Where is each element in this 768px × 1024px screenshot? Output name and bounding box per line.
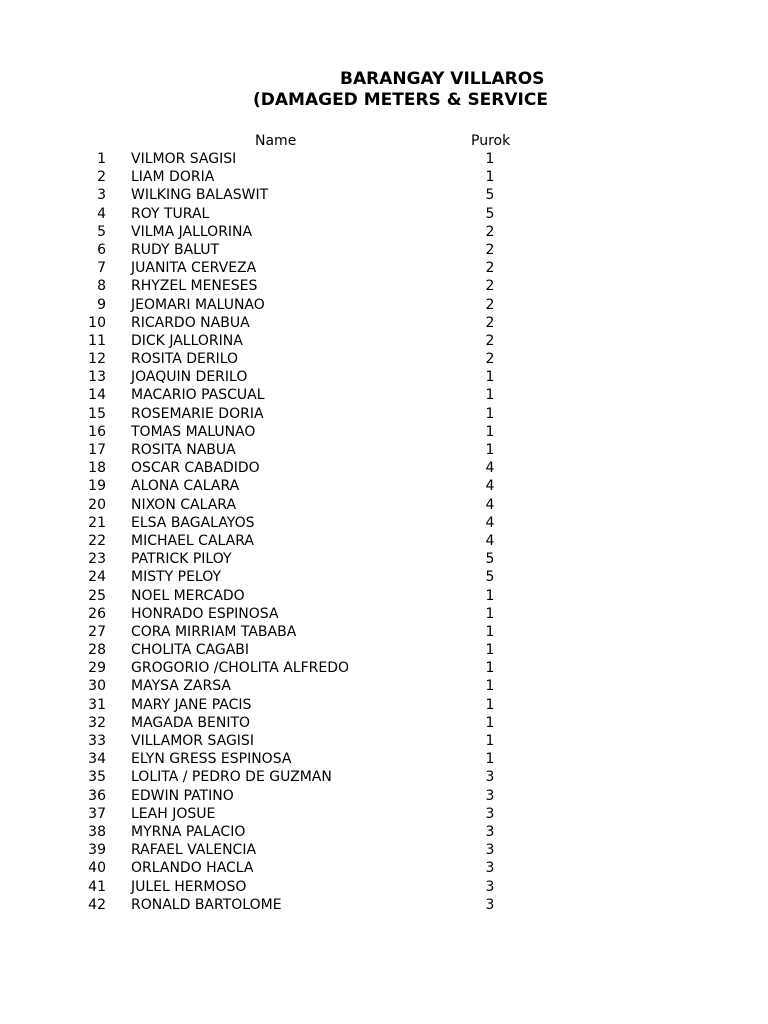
row-purok: 1	[485, 369, 495, 386]
row-number: 11	[88, 332, 106, 349]
row-number: 40	[88, 860, 106, 877]
row-name: MARY JANE PACIS	[131, 696, 252, 713]
row-number: 12	[88, 351, 106, 368]
table-row	[0, 787, 768, 805]
table-row	[0, 605, 768, 623]
row-purok: 1	[485, 587, 495, 604]
row-purok: 1	[485, 678, 495, 695]
row-number: 19	[88, 478, 106, 495]
row-purok: 2	[485, 332, 495, 349]
row-number: 34	[88, 751, 106, 768]
table-row	[0, 205, 768, 223]
table-row	[0, 568, 768, 586]
row-number: 17	[88, 442, 106, 458]
row-name: RICARDO NABUA	[131, 314, 250, 331]
row-purok: 3	[485, 769, 495, 786]
document-subtitle: (DAMAGED METERS & SERVICE	[253, 90, 548, 110]
row-name: NIXON CALARA	[131, 496, 237, 513]
row-name: RONALD BARTOLOME	[131, 896, 282, 913]
row-name: MISTY PELOY	[131, 569, 222, 586]
table-row	[0, 696, 768, 714]
row-number: 13	[88, 369, 106, 386]
row-purok: 1	[485, 169, 495, 186]
row-number: 36	[88, 787, 106, 804]
row-name: RUDY BALUT	[131, 241, 220, 258]
table-row	[0, 259, 768, 277]
row-number: 6	[97, 241, 106, 258]
table-row	[0, 532, 768, 550]
row-number: 39	[88, 842, 106, 859]
row-name: CHOLITA CAGABI	[131, 642, 250, 659]
row-number: 29	[88, 660, 106, 677]
document-header	[0, 68, 563, 114]
row-name: LIAM DORIA	[131, 169, 215, 186]
row-number: 24	[88, 569, 106, 586]
table-row	[0, 296, 768, 314]
row-name: ROY TURAL	[131, 205, 210, 222]
table-row	[0, 496, 768, 514]
row-name: MICHAEL CALARA	[131, 532, 254, 549]
row-purok: 4	[485, 532, 495, 549]
row-name: CORA MIRRIAM TABABA	[131, 623, 297, 640]
table-row	[0, 878, 768, 896]
row-name: LOLITA / PEDRO DE GUZMAN	[131, 769, 332, 786]
row-name: WILKING BALASWIT	[131, 187, 269, 204]
table-row	[0, 823, 768, 841]
table-row	[0, 805, 768, 823]
row-number: 42	[88, 896, 106, 913]
row-number: 38	[88, 823, 106, 840]
row-number: 8	[97, 278, 106, 295]
row-name: VILMOR SAGISI	[131, 151, 237, 167]
table-row	[0, 186, 768, 204]
row-number: 37	[88, 805, 106, 822]
row-purok: 1	[485, 751, 495, 768]
table-row	[0, 405, 768, 423]
row-number: 22	[88, 532, 106, 549]
row-purok: 1	[485, 714, 495, 731]
row-number: 15	[88, 405, 106, 422]
row-name: MAGADA BENITO	[131, 714, 251, 731]
row-number: 26	[88, 605, 106, 622]
row-name: ELSA BAGALAYOS	[131, 514, 255, 531]
row-purok: 3	[485, 842, 495, 859]
row-name: GROGORIO /CHOLITA ALFREDO	[131, 660, 350, 677]
row-name: JUANITA CERVEZA	[131, 260, 257, 277]
table-row	[0, 841, 768, 859]
row-name: RHYZEL MENESES	[131, 278, 258, 295]
row-name: ROSITA DERILO	[131, 351, 239, 368]
row-purok: 1	[485, 423, 495, 440]
row-name: NOEL MERCADO	[131, 587, 245, 604]
row-purok: 1	[485, 405, 495, 422]
table-row	[0, 623, 768, 641]
row-purok: 2	[485, 223, 495, 240]
row-purok: 2	[485, 351, 495, 368]
row-name: TOMAS MALUNAO	[131, 423, 256, 440]
row-number: 28	[88, 642, 106, 659]
row-number: 25	[88, 587, 106, 604]
row-purok: 3	[485, 787, 495, 804]
row-purok: 1	[485, 696, 495, 713]
row-number: 31	[88, 696, 106, 713]
row-purok: 3	[485, 860, 495, 877]
table-row	[0, 223, 768, 241]
row-number: 2	[97, 169, 106, 186]
row-number: 30	[88, 678, 106, 695]
row-purok: 4	[485, 478, 495, 495]
row-name: MYRNA PALACIO	[131, 823, 246, 840]
column-header-name: Name	[255, 133, 297, 149]
table-row	[0, 641, 768, 659]
name-list	[0, 150, 768, 914]
row-name: LEAH JOSUE	[131, 805, 216, 822]
table-row	[0, 168, 768, 186]
row-name: JULEL HERMOSO	[131, 878, 247, 895]
table-row	[0, 550, 768, 568]
table-row	[0, 368, 768, 386]
row-number: 41	[88, 878, 106, 895]
row-number: 21	[88, 514, 106, 531]
table-row	[0, 677, 768, 695]
row-purok: 2	[485, 296, 495, 313]
row-name: VILLAMOR SAGISI	[131, 733, 254, 749]
row-name: ALONA CALARA	[131, 478, 240, 495]
row-purok: 1	[485, 642, 495, 659]
row-number: 7	[97, 260, 106, 277]
row-number: 3	[97, 187, 106, 204]
table-row	[0, 314, 768, 332]
row-number: 14	[88, 387, 106, 404]
table-row	[0, 386, 768, 404]
row-name: PATRICK PILOY	[131, 551, 232, 568]
row-number: 20	[88, 496, 106, 513]
row-name: ROSEMARIE DORIA	[131, 405, 264, 422]
row-purok: 1	[485, 623, 495, 640]
table-row	[0, 150, 768, 168]
row-purok: 3	[485, 878, 495, 895]
row-number: 4	[97, 205, 106, 222]
row-purok: 1	[485, 733, 495, 749]
table-row	[0, 477, 768, 495]
row-number: 10	[88, 314, 106, 331]
row-name: DICK JALLORINA	[131, 332, 243, 349]
row-purok: 1	[485, 151, 495, 167]
row-purok: 4	[485, 514, 495, 531]
row-purok: 2	[485, 278, 495, 295]
table-row	[0, 277, 768, 295]
row-number: 16	[88, 423, 106, 440]
row-number: 33	[88, 733, 106, 749]
table-row	[0, 423, 768, 441]
row-name: EDWIN PATINO	[131, 787, 234, 804]
column-header-purok: Purok	[471, 133, 511, 149]
table-row	[0, 659, 768, 677]
row-name: MACARIO PASCUAL	[131, 387, 265, 404]
row-purok: 5	[485, 569, 495, 586]
row-purok: 5	[485, 187, 495, 204]
row-name: ELYN GRESS ESPINOSA	[131, 751, 292, 768]
row-name: RAFAEL VALENCIA	[131, 842, 257, 859]
row-number: 27	[88, 623, 106, 640]
row-number: 9	[97, 296, 106, 313]
row-purok: 1	[485, 442, 495, 458]
row-name: VILMA JALLORINA	[131, 223, 253, 240]
row-purok: 1	[485, 660, 495, 677]
row-purok: 5	[485, 205, 495, 222]
row-purok: 3	[485, 805, 495, 822]
row-purok: 1	[485, 387, 495, 404]
row-name: MAYSA ZARSA	[131, 678, 231, 695]
table-row	[0, 859, 768, 877]
table-row	[0, 714, 768, 732]
row-purok: 5	[485, 551, 495, 568]
row-purok: 2	[485, 314, 495, 331]
row-purok: 1	[485, 605, 495, 622]
table-row	[0, 441, 768, 459]
table-row	[0, 768, 768, 786]
row-number: 18	[88, 460, 106, 477]
row-purok: 3	[485, 823, 495, 840]
row-name: HONRADO ESPINOSA	[131, 605, 279, 622]
document-title: BARANGAY VILLAROS	[340, 69, 545, 89]
row-number: 5	[97, 223, 106, 240]
row-purok: 4	[485, 496, 495, 513]
table-row	[0, 514, 768, 532]
table-row	[0, 350, 768, 368]
table-row	[0, 732, 768, 750]
row-number: 23	[88, 551, 106, 568]
table-row	[0, 332, 768, 350]
row-purok: 2	[485, 260, 495, 277]
table-row	[0, 750, 768, 768]
row-name: OSCAR CABADIDO	[131, 460, 260, 477]
row-purok: 2	[485, 241, 495, 258]
table-row	[0, 587, 768, 605]
row-name: JEOMARI MALUNAO	[131, 296, 265, 313]
row-number: 35	[88, 769, 106, 786]
table-row	[0, 896, 768, 914]
row-name: JOAQUIN DERILO	[131, 369, 248, 386]
table-row	[0, 241, 768, 259]
row-name: ROSITA NABUA	[131, 442, 236, 458]
row-purok: 3	[485, 896, 495, 913]
row-purok: 4	[485, 460, 495, 477]
row-number: 32	[88, 714, 106, 731]
table-row	[0, 459, 768, 477]
row-number: 1	[97, 151, 106, 167]
row-name: ORLANDO HACLA	[131, 860, 254, 877]
